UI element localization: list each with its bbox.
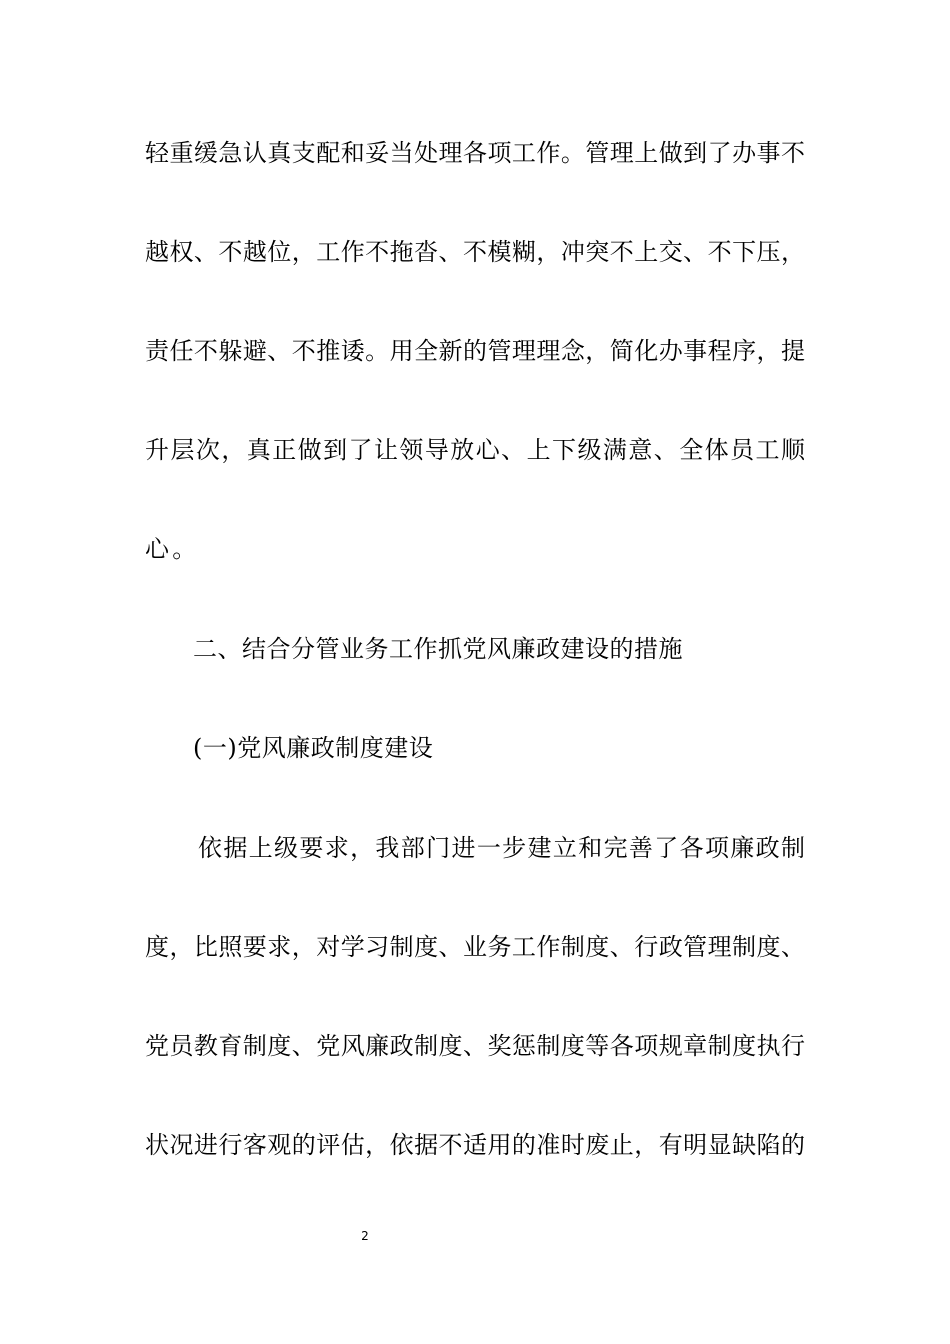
subsection-heading: (一)党风廉政制度建设	[193, 734, 434, 762]
section-heading: 二、结合分管业务工作抓党风廉政建设的措施	[193, 635, 683, 663]
paragraph-2-line-4: 状况进行客观的评估，依据不适用的准时废止，有明显缺陷的	[145, 1131, 805, 1159]
paragraph-1-line-5: 心。	[145, 535, 200, 563]
page-number: 2	[361, 1229, 369, 1243]
paragraph-1-line-1: 轻重缓急认真支配和妥当处理各项工作。管理上做到了办事不	[145, 139, 805, 167]
paragraph-2-line-2: 度，比照要求，对学习制度、业务工作制度、行政管理制度、	[145, 933, 805, 961]
paragraph-1-line-4: 升层次，真正做到了让领导放心、上下级满意、全体员工顺	[145, 436, 805, 464]
paragraph-1-line-3: 责任不躲避、不推诿。用全新的管理理念，简化办事程序，提	[145, 337, 805, 365]
paragraph-1-line-2: 越权、不越位，工作不拖沓、不模糊，冲突不上交、不下压，	[145, 238, 805, 266]
paragraph-2-line-3: 党员教育制度、党风廉政制度、奖惩制度等各项规章制度执行	[145, 1032, 805, 1060]
paragraph-2-line-1: 依据上级要求，我部门进一步建立和完善了各项廉政制	[198, 834, 805, 862]
